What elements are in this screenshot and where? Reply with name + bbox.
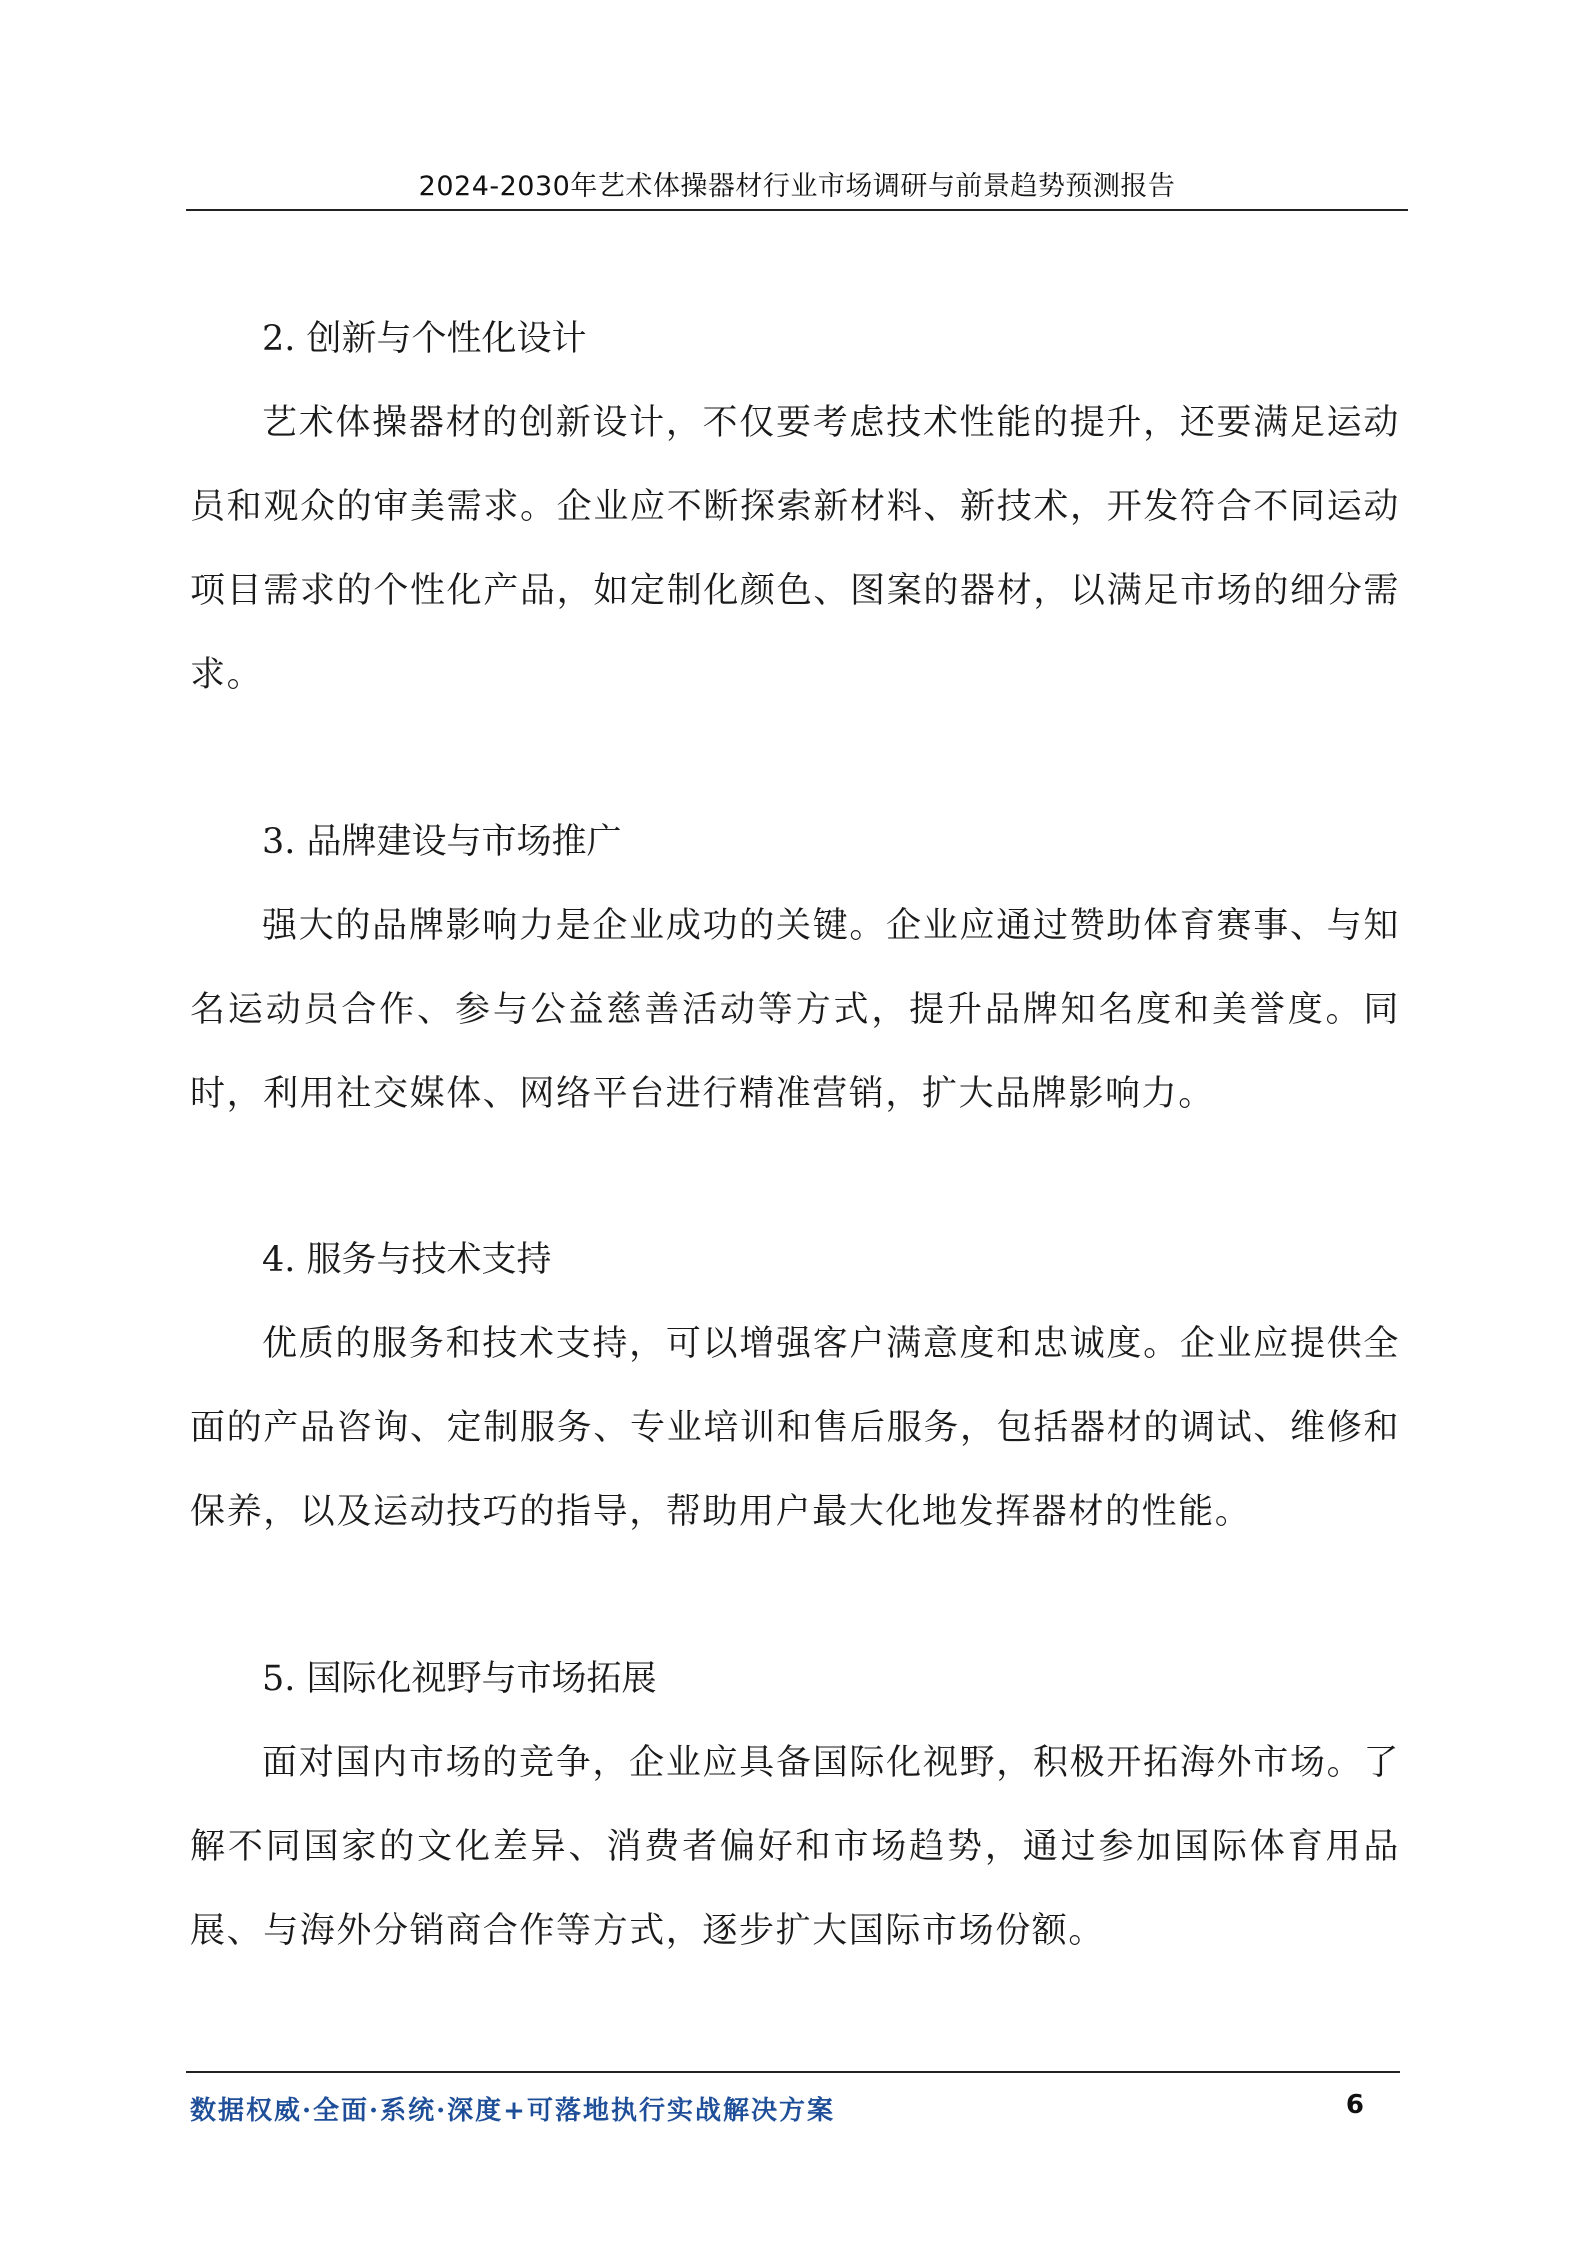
section-heading: 2. 创新与个性化设计 — [262, 319, 587, 359]
section-innovation-design — [190, 297, 1400, 717]
section-heading: 5. 国际化视野与市场拓展 — [262, 1659, 657, 1699]
page-number: 6 — [1345, 2090, 1364, 2120]
section-heading: 4. 服务与技术支持 — [262, 1240, 552, 1280]
footer-divider — [186, 2071, 1400, 2073]
section-paragraph: 艺术体操器材的创新设计，不仅要考虑技术性能的提升，还要满足运动员和观众的审美需求。企业应不断探索新材料、新技术，开发符合不同运动项目需求的个性化产品，如定制化颜色、图案的器材，以满足市场的细分需求。 — [190, 403, 1400, 695]
section-international-expansion — [190, 1637, 1400, 1973]
header-divider — [186, 209, 1408, 211]
section-service-support — [190, 1218, 1400, 1554]
section-paragraph: 面对国内市场的竞争，企业应具备国际化视野，积极开拓海外市场。了解不同国家的文化差异、消费者偏好和市场趋势，通过参加国际体育用品展、与海外分销商合作等方式，逐步扩大国际市场份额。 — [190, 1743, 1400, 1951]
footer-slogan: 数据权威·全面·系统·深度+可落地执行实战解决方案 — [190, 2096, 835, 2126]
section-paragraph: 优质的服务和技术支持，可以增强客户满意度和忠诚度。企业应提供全面的产品咨询、定制服务、专业培训和售后服务，包括器材的调试、维修和保养，以及运动技巧的指导，帮助用户最大化地发挥器材的性能。 — [190, 1324, 1400, 1532]
section-heading: 3. 品牌建设与市场推广 — [262, 822, 622, 862]
report-title: 2024-2030年艺术体操器材行业市场调研与前景趋势预测报告 — [418, 171, 1176, 202]
section-paragraph: 强大的品牌影响力是企业成功的关键。企业应通过赞助体育赛事、与知名运动员合作、参与公益慈善活动等方式，提升品牌知名度和美誉度。同时，利用社交媒体、网络平台进行精准营销，扩大品牌影响力。 — [190, 906, 1400, 1114]
section-brand-marketing — [190, 800, 1400, 1136]
